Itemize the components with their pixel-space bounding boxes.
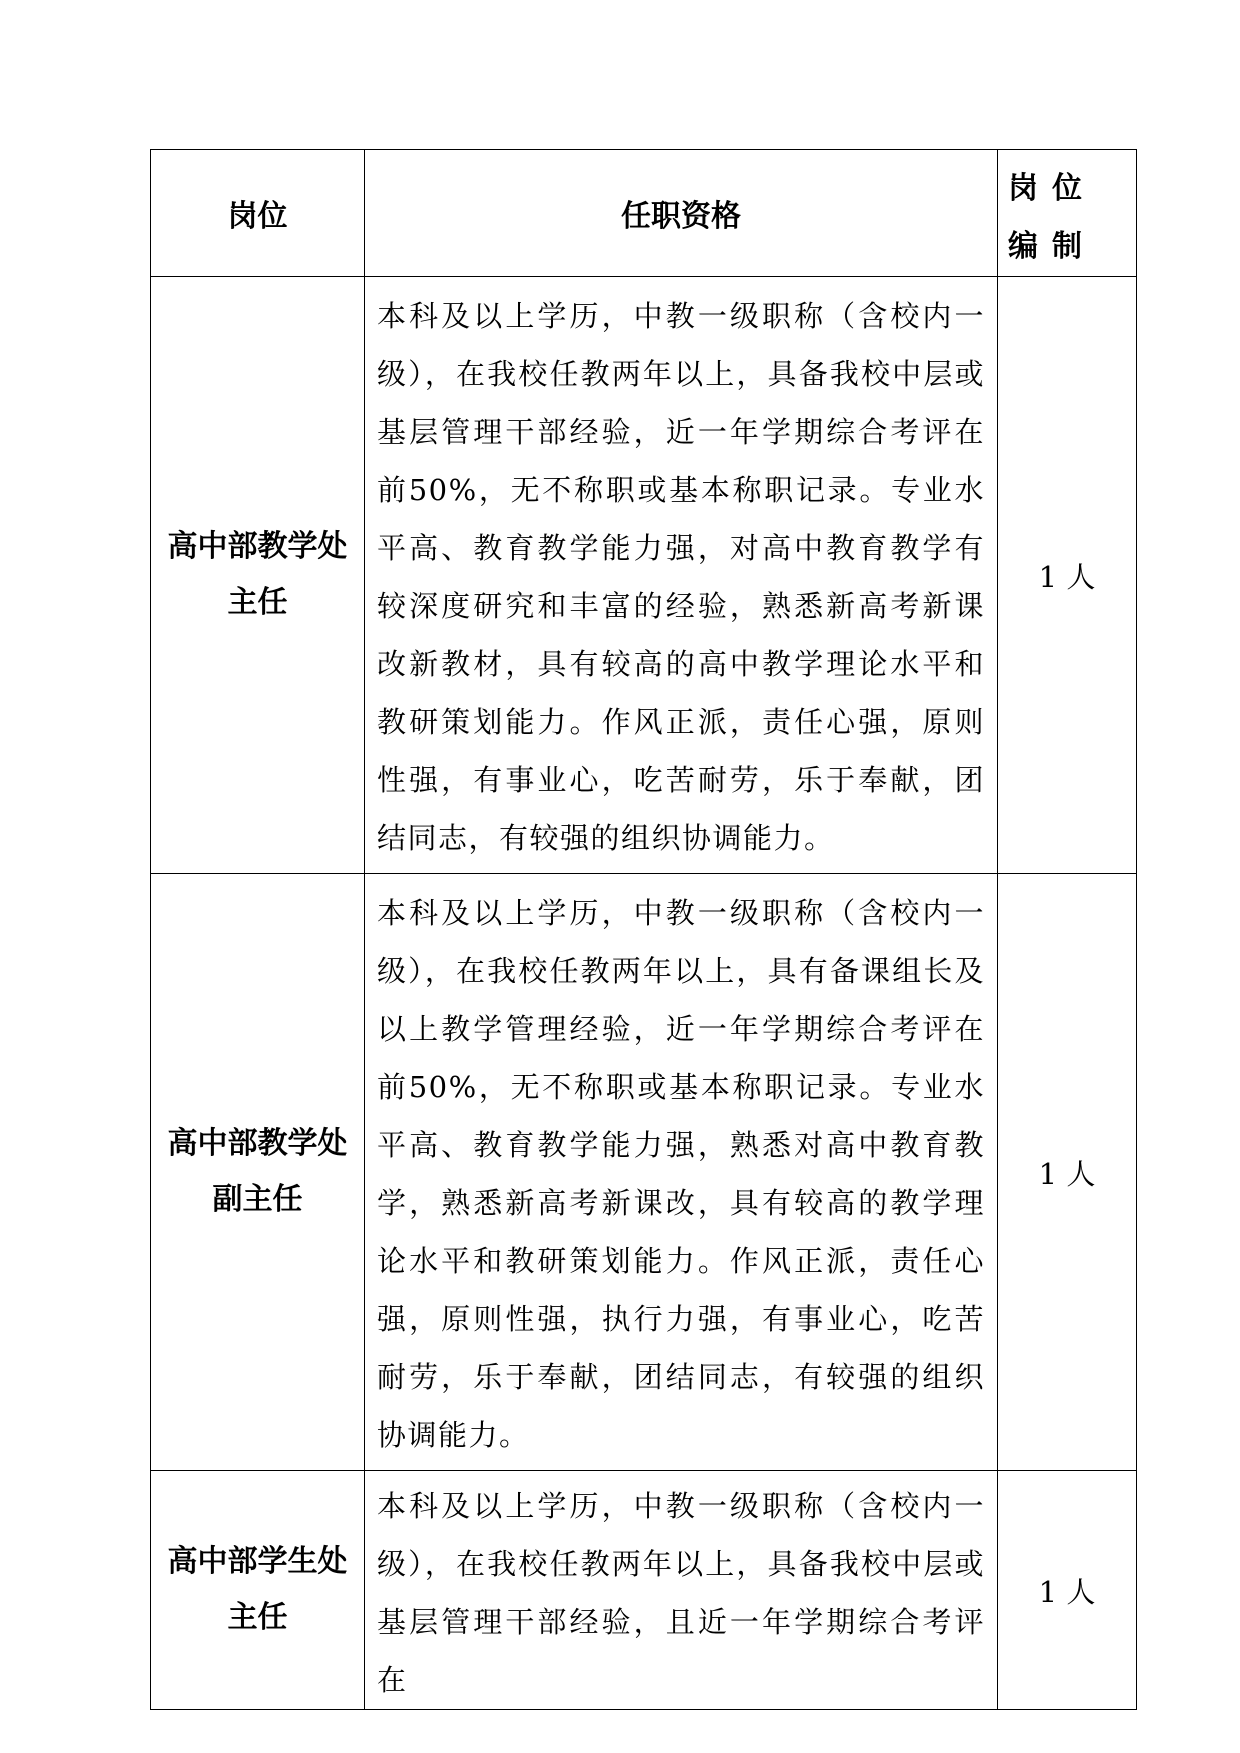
position-cell: 高中部教学处副主任	[151, 874, 365, 1471]
qualification-cell: 本科及以上学历，中教一级职称（含校内一级），在我校任教两年以上，具备我校中层或基层管理干部经验，且近一年学期综合考评在	[365, 1471, 998, 1710]
count-cell: 1 人	[998, 277, 1137, 874]
position-cell: 高中部学生处主任	[151, 1471, 365, 1710]
count-cell: 1 人	[998, 874, 1137, 1471]
table-header-row	[151, 150, 1137, 277]
position-table	[150, 149, 1137, 1710]
count-cell: 1 人	[998, 1471, 1137, 1710]
table-row	[151, 1471, 1137, 1710]
header-count: 岗位编制	[998, 150, 1137, 277]
table-row	[151, 277, 1137, 874]
header-position: 岗位	[151, 150, 365, 277]
header-qualification: 任职资格	[365, 150, 998, 277]
qualification-cell: 本科及以上学历，中教一级职称（含校内一级），在我校任教两年以上，具有备课组长及以上教学管理经验，近一年学期综合考评在前50%，无不称职或基本称职记录。专业水平高、教育教学能力强，熟悉对高中教育教学，熟悉新高考新课改，具有较高的教学理论水平和教研策划能力。作风正派，责任心强，原则性强，执行力强，有事业心，吃苦耐劳，乐于奉献，团结同志，有较强的组织协调能力。	[365, 874, 998, 1471]
table-row	[151, 874, 1137, 1471]
position-cell: 高中部教学处主任	[151, 277, 365, 874]
qualification-cell: 本科及以上学历，中教一级职称（含校内一级），在我校任教两年以上，具备我校中层或基层管理干部经验，近一年学期综合考评在前50%，无不称职或基本称职记录。专业水平高、教育教学能力强，对高中教育教学有较深度研究和丰富的经验，熟悉新高考新课改新教材，具有较高的高中教学理论水平和教研策划能力。作风正派，责任心强，原则性强，有事业心，吃苦耐劳，乐于奉献，团结同志，有较强的组织协调能力。	[365, 277, 998, 874]
